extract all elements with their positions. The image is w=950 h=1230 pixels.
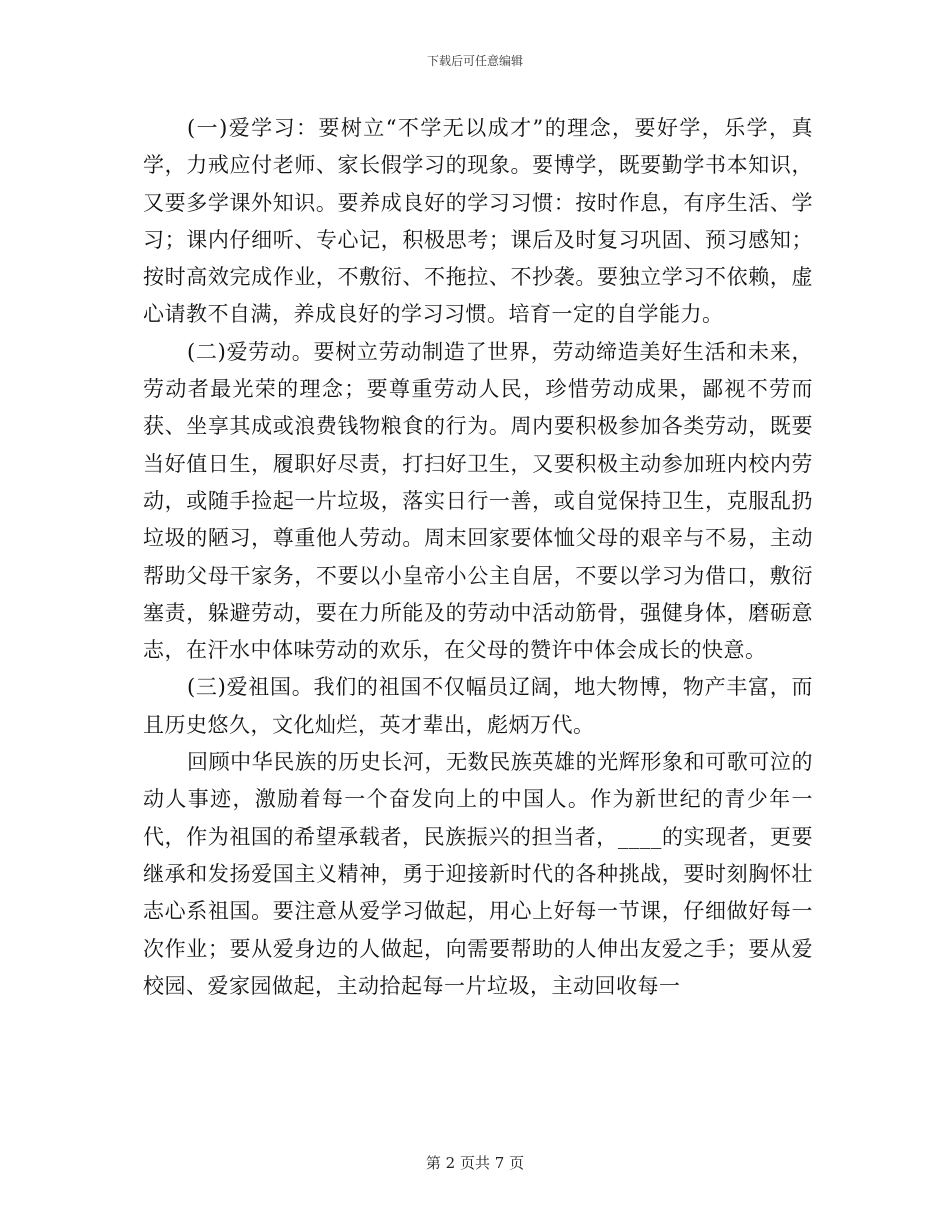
page-footer: 第 2 页共 7 页 bbox=[425, 1154, 525, 1172]
paragraph-love-country: (三)爱祖国。我们的祖国不仅幅员辽阔，地大物博，物产丰富，而且历史悠久，文化灿烂，英才辈出，彪炳万代。 bbox=[143, 675, 813, 737]
paragraph-love-learning: (一)爱学习：要树立“不学无以成才”的理念，要好学，乐学，真学，力戒应付老师、家长假学习的现象。要博学，既要勤学书本知识，又要多学课外知识。要养成良好的学习习惯：按时作息，有序生活、学习；课内仔细听、专心记，积极思考；课后及时复习巩固、预习感知；按时高效完成作业，不敷衍、不拖拉、不抄袭。要独立学习不依赖，虚心请教不自满，养成良好的学习习惯。培育一定的自学能力。 bbox=[143, 116, 813, 327]
page-header: 下载后可任意编辑 bbox=[426, 54, 523, 68]
paragraph-love-labor: (二)爱劳动。要树立劳动制造了世界，劳动缔造美好生活和未来，劳动者最光荣的理念；要尊重劳动人民，珍惜劳动成果，鄙视不劳而获、坐享其成或浪费钱物粮食的行为。周内要积极参加各类劳动，既要当好值日生，履职好尽责，打扫好卫生，又要积极主动参加班内校内劳动，或随手捡起一片垃圾，落实日行一善，或自觉保持卫生，克服乱扔垃圾的陋习，尊重他人劳动。周末回家要体恤父母的艰辛与不易，主动帮助父母干家务，不要以小皇帝小公主自居，不要以学习为借口，敷衍塞责，躲避劳动，要在力所能及的劳动中活动筋骨，强健身体，磨砺意志，在汗水中体味劳动的欢乐，在父母的赞许中体会成长的快意。 bbox=[143, 339, 813, 663]
paragraph-history-review: 回顾中华民族的历史长河，无数民族英雄的光辉形象和可歌可泣的动人事迹，激励着每一个奋发向上的中国人。作为新世纪的青少年一代，作为祖国的希望承载者，民族振兴的担当者，____的实现者，更要继承和发扬爱国主义精神，勇于迎接新时代的各种挑战，要时刻胸怀壮志心系祖国。要注意从爱学习做起，用心上好每一节课，仔细做好每一次作业；要从爱身边的人做起，向需要帮助的人伸出友爱之手；要从爱校园、爱家园做起，主动拾起每一片垃圾，主动回收每一 bbox=[143, 750, 813, 998]
document-body bbox=[143, 110, 813, 1005]
